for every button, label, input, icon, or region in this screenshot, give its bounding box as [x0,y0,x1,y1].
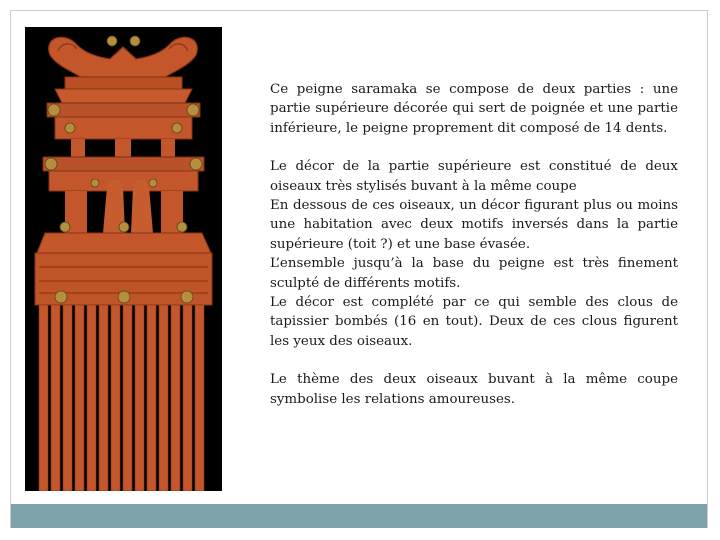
comb-photo [25,27,222,491]
paragraph-6: Le thème des deux oiseaux buvant à la même coupe symbolise les relations amoureuses. [270,372,678,407]
paragraph-2: Le décor de la partie supérieure est constitué de deux oiseaux très stylisés buvant à la même coupe [270,159,678,194]
footer-bar [11,504,707,528]
paragraph-1: Ce peigne saramaka se compose de deux parties : une partie supérieure décorée qui sert de poignée et une partie inférieure, le peigne proprement dit composé de 14 dents. [270,82,678,136]
paragraph-4: L’ensemble jusqu’à la base du peigne est très finement sculpté de différents motifs. [270,256,678,291]
paragraph-3: En dessous de ces oiseaux, un décor figurant plus ou moins une habitation avec deux motifs inversés dans la partie supérieure (toit ?) et une base évasée. [270,198,678,252]
description-text [270,80,678,409]
paragraph-5: Le décor est complété par ce qui semble des clous de tapissier bombés (16 en tout). Deux de ces clous figurent les yeux des oiseaux. [270,295,678,349]
comb-illustration [25,27,222,491]
